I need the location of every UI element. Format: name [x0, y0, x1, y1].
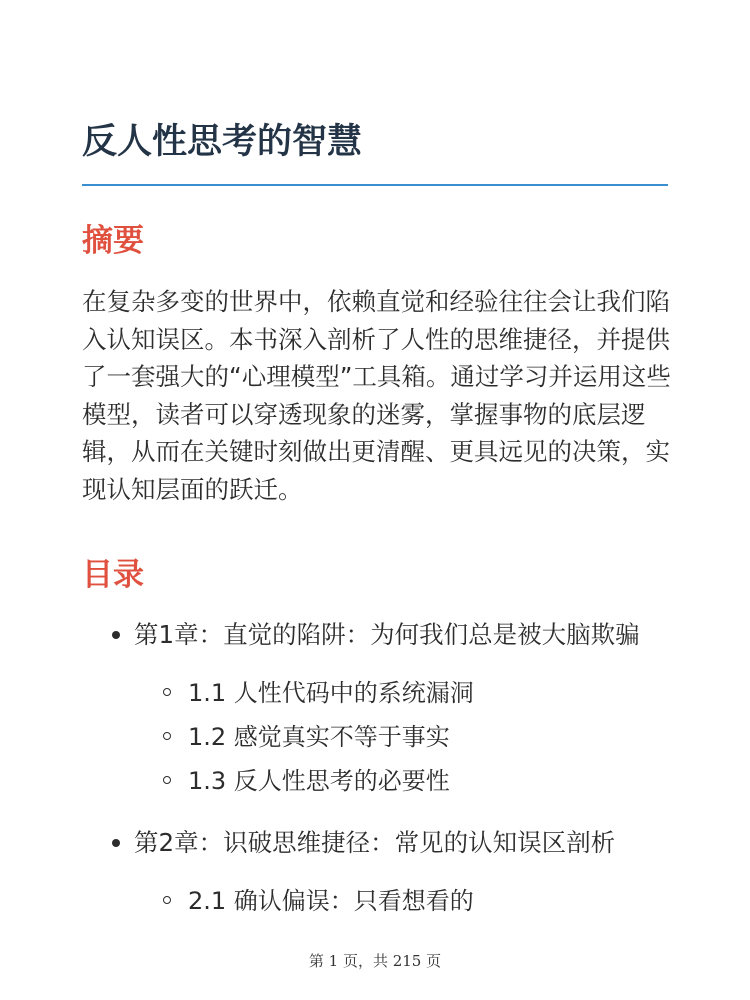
- bullet-circle-icon: [163, 776, 171, 784]
- page-number-footer: 第 1 页，共 215 页: [308, 952, 442, 970]
- toc-chapter-2[interactable]: [82, 825, 668, 923]
- toc-section-label[interactable]: 2.1 确认偏误：只看想看的: [188, 887, 474, 915]
- toc-section-1-3[interactable]: [134, 759, 668, 803]
- title-divider: [82, 184, 668, 186]
- toc-chapter-2-sections: [134, 879, 668, 923]
- document-title: 反人性思考的智慧: [82, 122, 363, 162]
- bullet-circle-icon: [163, 896, 171, 904]
- bullet-circle-icon: [163, 688, 171, 696]
- toc-section-1-1[interactable]: [134, 671, 668, 715]
- toc-chapter-1[interactable]: [82, 617, 668, 803]
- toc-heading: 目录: [82, 557, 144, 593]
- toc-section-label[interactable]: 1.2 感觉真实不等于事实: [188, 723, 450, 751]
- bullet-circle-icon: [163, 732, 171, 740]
- toc-section-label[interactable]: 1.3 反人性思考的必要性: [188, 767, 450, 795]
- table-of-contents: [82, 617, 668, 945]
- toc-section-2-1[interactable]: [134, 879, 668, 923]
- abstract-heading: 摘要: [82, 223, 144, 259]
- toc-section-label[interactable]: 1.1 人性代码中的系统漏洞: [188, 679, 474, 707]
- toc-chapter-label[interactable]: 第1章：直觉的陷阱：为何我们总是被大脑欺骗: [134, 620, 640, 649]
- toc-chapter-1-sections: [134, 671, 668, 803]
- document-page: [82, 0, 671, 1000]
- bullet-dot-icon: [112, 631, 120, 639]
- toc-section-1-2[interactable]: [134, 715, 668, 759]
- abstract-body: 在复杂多变的世界中，依赖直觉和经验往往会让我们陷入认知误区。本书深入剖析了人性的思维捷径，并提供了一套强大的“心理模型”工具箱。通过学习并运用这些模型，读者可以穿透现象的迷雾，掌握事物的底层逻辑，从而在关键时刻做出更清醒、更具远见的决策，实现认知层面的跃迁。: [82, 287, 671, 504]
- bullet-dot-icon: [112, 839, 120, 847]
- toc-chapter-label[interactable]: 第2章：识破思维捷径：常见的认知误区剖析: [134, 828, 616, 857]
